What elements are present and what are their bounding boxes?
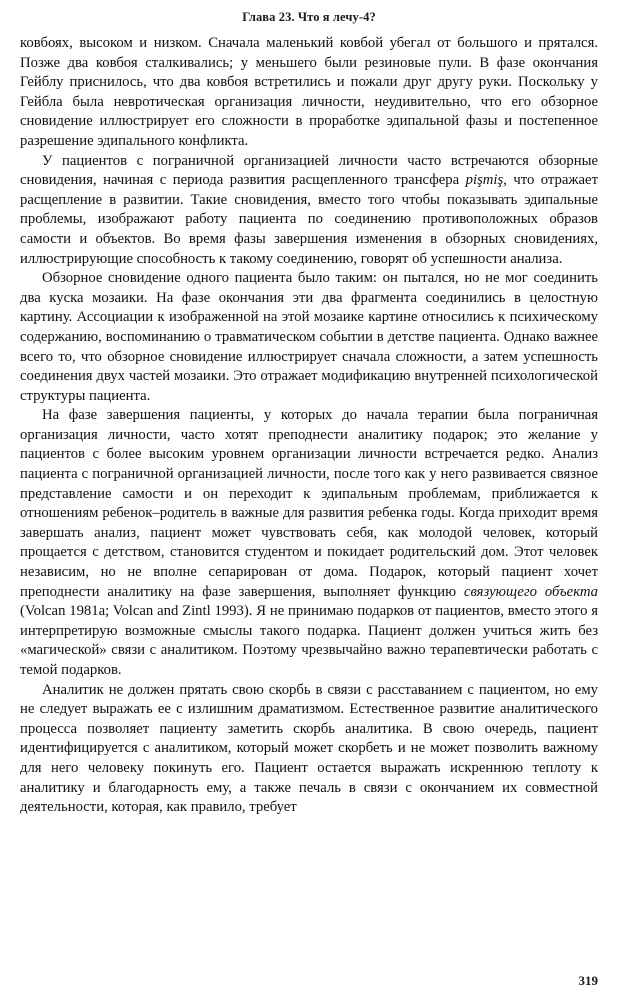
text-run: Аналитик не должен прятать свою скорбь в связи с расставанием с пациентом, но ему не следует выражать ее с излишним драматизмом. Естественное развитие аналитического процесса позволяет пациенту заметить скорбь аналитика. В свою очередь, пациент идентифицируется с аналитиком, который может скорбеть и не может позволить важному для него человеку покинуть его. Пациент остается выражать искреннюю теплоту к аналитику и благодарность ему, а также печаль в связи с окончанием их совместной деятельности, которая, как правило, требует xyxy=(20,681,598,816)
paragraph xyxy=(20,269,598,406)
emphasis-text: pişmiş xyxy=(465,172,504,189)
page-number: 319 xyxy=(578,973,598,988)
text-run: У пациентов с пограничной организацией личности часто встречаются обзорные сновидения, начиная с периода развития расщепленного трансфера xyxy=(20,152,598,189)
emphasis-text: связующего объекта xyxy=(463,583,598,600)
running-head: Глава 23. Что я лечу-4? xyxy=(242,10,376,24)
body-text xyxy=(20,34,598,818)
paragraph xyxy=(20,152,598,270)
text-run: , что отражает расщепление в развитии. Такие сновидения, вместо того чтобы показывать эдипальные проблемы, изображают работу пациента по соединению противоположных образов самости и объектов. Во время фазы завершения изменения в обзорных сновидениях, иллюстрирующие способность к такому соединению, говорят об успешности анализа. xyxy=(20,172,598,267)
text-run: ковбоях, высоком и низком. Сначала маленький ковбой убегал от большого и прятался. Позже два ковбоя сталкивались; у меньшего были резиновые пули. В фазе окончания Гейблу приснилось, что два ковбоя встретились и пожали друг другу руки. Поскольку у Гейбла была невротическая организация личности, неудивительно, что его обзорное сновидение иллюстрирует его сложности в проработке эдипальной фазы и постепенное разрешение эдипального конфликта. xyxy=(20,35,598,149)
paragraph xyxy=(20,681,598,818)
text-run: (Volcan 1981a; Volcan and Zintl 1993). Я не принимаю подарков от пациентов, вместо этого я интерпретирую возможные смыслы такого подарка. Пациент должен учиться жить без «магической» связи с аналитиком. Поэтому чрезвычайно важно терапевтически работать с темой подарков. xyxy=(20,603,598,678)
text-run: Обзорное сновидение одного пациента было таким: он пытался, но не мог соединить два куска мозаики. На фазе окончания эти два фрагмента соединились в целостную картину. Ассоциации к изображенной на этой мозаике картине относились к психическому содержанию, воспоминанию о травматическом событии в детстве пациента. Однако важнее всего то, что обзорное сновидение иллюстрирует сначала сложности, а затем успешность соединения двух частей мозаики. Это отражает модификацию внутренней психологической структуры пациента. xyxy=(20,270,598,404)
paragraph xyxy=(20,34,598,152)
text-run: На фазе завершения пациенты, у которых до начала терапии была пограничная организация личности, часто хотят преподнести аналитику подарок; это желание у пациентов с более высоким уровнем организации личности встречается редко. Анализ пациента с пограничной организацией личности, после того как у него развивается связное представление самости и он переходит к эдипальным проблемам, приближается к отношениям ребенок–родитель в важные для развития ребенка годы. Когда приходит время завершать анализ, пациент может чувствовать себя, как молодой человек, который прощается с детством, становится студентом и покидает родительский дом. Этот человек независим, но не вполне сепарирован от дома. Подарок, который пациент хочет преподнести аналитику на фазе завершения, выполняет функцию xyxy=(20,407,598,600)
paragraph xyxy=(20,406,598,680)
